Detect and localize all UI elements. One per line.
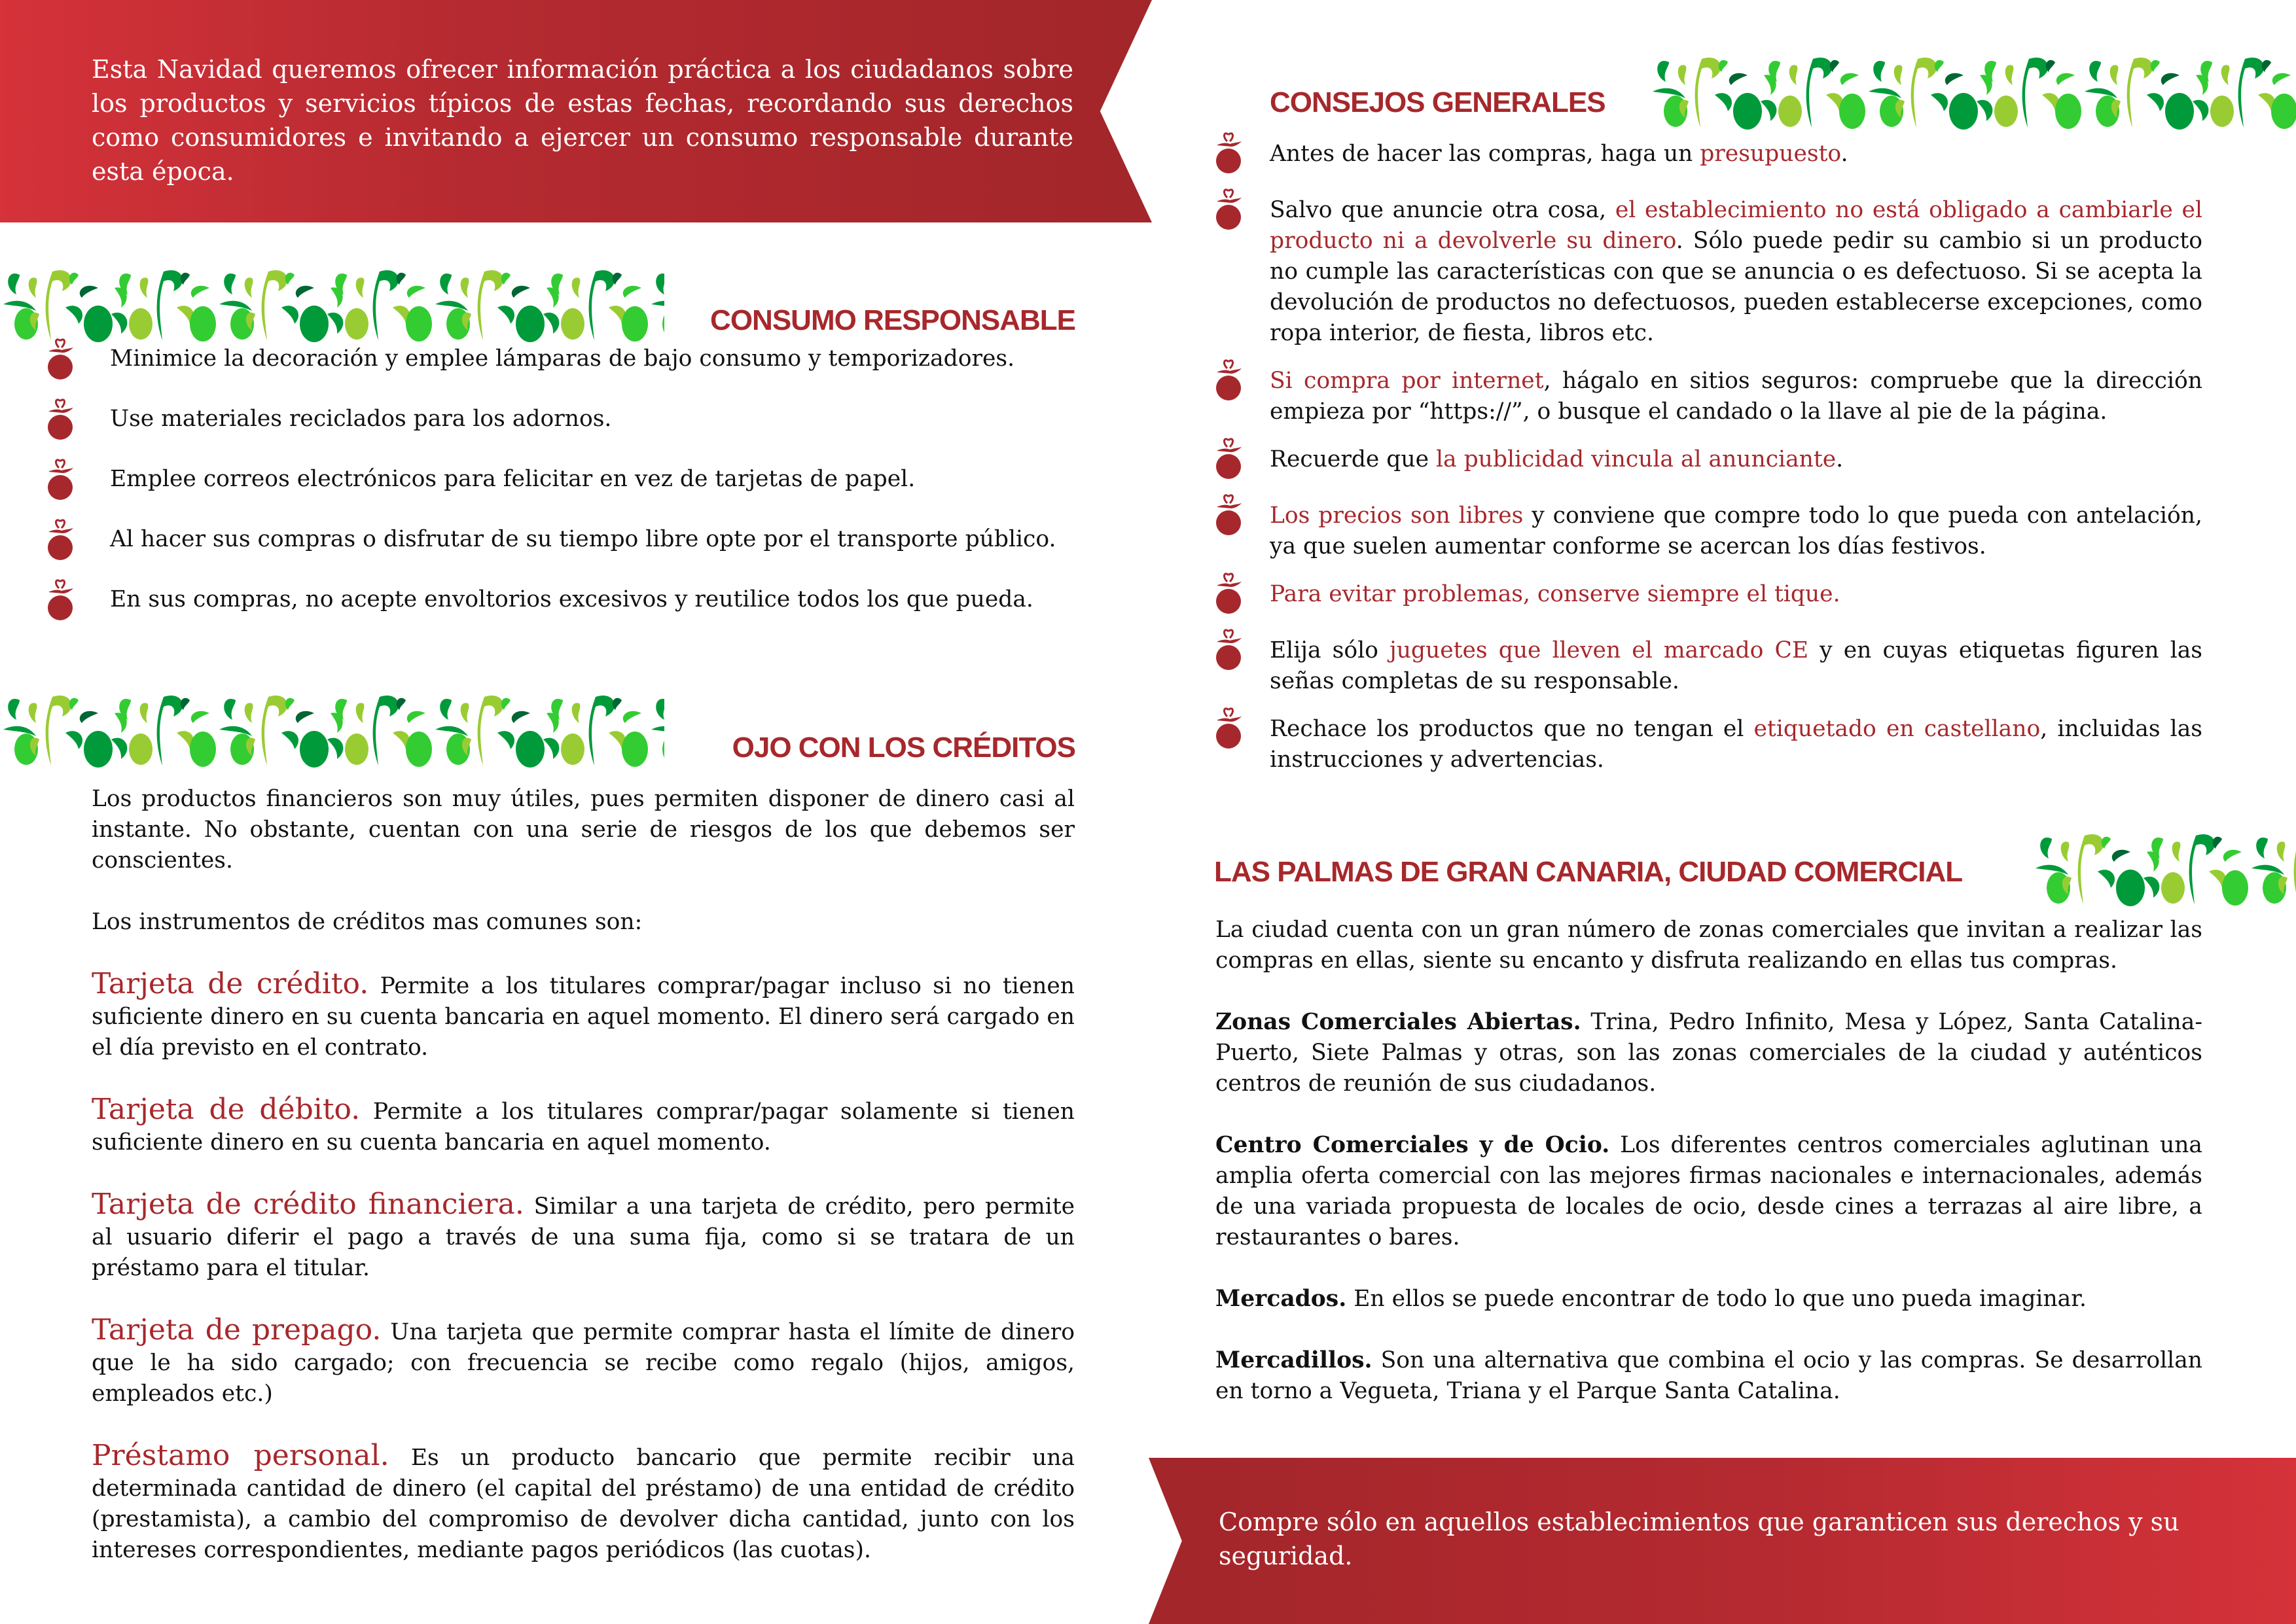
zone-term: Centro Comerciales y de Ocio. xyxy=(1215,1132,1610,1158)
list-item xyxy=(1214,139,2202,178)
credit-instrument xyxy=(92,1094,1075,1158)
list-item-text xyxy=(1270,635,2202,697)
creditos-list-intro: Los instrumentos de créditos mas comunes son: xyxy=(92,909,643,935)
consejos-list xyxy=(1214,139,2202,792)
list-item-text xyxy=(1270,579,2202,610)
item-text: Antes de hacer las compras, haga un xyxy=(1270,141,1700,167)
creditos-heading: OJO CON LOS CRÉDITOS xyxy=(732,732,1075,764)
list-item xyxy=(46,344,1093,404)
item-highlight: el establecimiento no está obligado a cambiarle el producto ni a devolverle su dinero xyxy=(1270,197,2202,254)
list-item-text: Use materiales reciclados para los adornos. xyxy=(110,406,612,432)
list-item-text: Minimice la decoración y emplee lámparas de bajo consumo y temporizadores. xyxy=(110,345,1015,372)
list-item xyxy=(1214,501,2202,562)
consumo-responsable-list xyxy=(46,344,1093,644)
green-garland-decoration xyxy=(2032,826,2296,911)
credit-instrument xyxy=(92,1189,1075,1284)
item-text: . Sólo puede pedir su cambio si un producto no cumple las características con que se anuncia o es defectuoso. Si se acepta la devolución de productos no defectuosos, pueden establecerse excepciones, como ropa interior, de fiesta, libros etc. xyxy=(1270,228,2202,346)
item-text: . xyxy=(1840,141,1848,167)
list-item-text xyxy=(1270,139,2202,169)
instrument-term: Tarjeta de crédito. xyxy=(92,967,369,1000)
list-item-text xyxy=(1270,501,2202,562)
green-garland-decoration xyxy=(0,262,664,347)
list-item xyxy=(46,584,1093,644)
green-garland-decoration xyxy=(1649,49,2296,134)
list-item xyxy=(1214,714,2202,775)
christmas-ornament-icon xyxy=(46,338,75,385)
list-item-text xyxy=(1270,195,2202,349)
commercial-zone xyxy=(1215,1284,2202,1315)
consumo-responsable-heading: CONSUMO RESPONSABLE xyxy=(710,304,1075,336)
item-highlight: Si compra por internet xyxy=(1270,368,1544,394)
instrument-description: Una tarjeta que permite comprar hasta el límite de dinero que le ha sido cargado; con frecuencia se recibe como regalo (hijos, amigos, empleados etc.) xyxy=(92,1319,1075,1407)
credit-instrument xyxy=(92,1315,1075,1409)
zone-description: Son una alternativa que combina el ocio y las compras. Se desarrollan en torno a Vegueta, Triana y el Parque Santa Catalina. xyxy=(1215,1347,2203,1404)
instrument-term: Tarjeta de prepago. xyxy=(92,1313,382,1347)
christmas-ornament-icon xyxy=(46,579,75,626)
list-item-text: Al hacer sus compras o disfrutar de su tiempo libre opte por el transporte público. xyxy=(110,526,1056,552)
creditos-intro: Los productos financieros son muy útiles, pues permiten disponer de dinero casi al instante. No obstante, cuentan con una serie de riesgos de los que debemos ser conscientes. xyxy=(92,786,1075,874)
item-text: Recuerde que xyxy=(1270,446,1436,472)
christmas-ornament-icon xyxy=(46,459,75,506)
christmas-ornament-icon xyxy=(1214,132,1243,179)
zone-description: Trina, Pedro Infinito, Mesa y López, Santa Catalina-Puerto, Siete Palmas y otras, son las zonas comerciales de la ciudad y auténticos centros de reunión de sus ciudadanos. xyxy=(1215,1009,2202,1097)
item-highlight: Para evitar problemas, conserve siempre el tique. xyxy=(1270,581,1840,607)
list-item xyxy=(46,524,1093,584)
christmas-ornament-icon xyxy=(1214,494,1243,541)
zone-description: Los diferentes centros comerciales aglutinan una amplia oferta comercial con las mejores firmas nacionales e internacionales, además de una variada propuesta de locales de ocio, desde cines a terrazas al aire libre, a restaurantes o bares. xyxy=(1215,1132,2202,1250)
list-item-text xyxy=(1270,366,2202,427)
instrument-description: Permite a los titulares comprar/pagar incluso si no tienen suficiente dinero en su cuenta bancaria en aquel momento. El dinero será cargado en el día previsto en el contrato. xyxy=(92,973,1075,1061)
ciudad-comercial-content xyxy=(1215,915,2202,1407)
item-text: y conviene que compre todo lo que pueda con antelación, ya que suelen aumentar conforme se acercan los días festivos. xyxy=(1270,503,2202,559)
zone-term: Mercados. xyxy=(1215,1286,1347,1312)
credit-instrument xyxy=(92,968,1075,1063)
credit-instrument xyxy=(92,1440,1075,1566)
list-item-text: En sus compras, no acepte envoltorios excesivos y reutilice todos los que pueda. xyxy=(110,586,1033,612)
christmas-ornament-icon xyxy=(1214,573,1243,620)
list-item-text: Emplee correos electrónicos para felicitar en vez de tarjetas de papel. xyxy=(110,466,916,492)
item-text: . xyxy=(1836,446,1844,472)
list-item-text xyxy=(1270,444,2202,475)
christmas-ornament-icon xyxy=(46,398,75,446)
item-highlight: la publicidad vincula al anunciante xyxy=(1436,446,1837,472)
ciudad-intro: La ciudad cuenta con un gran número de zonas comerciales que invitan a realizar las compras en ellas, siente su encanto y disfruta realizando en ellas tus compras. xyxy=(1215,917,2202,974)
item-highlight: Los precios son libres xyxy=(1270,503,1524,529)
instrument-term: Tarjeta de crédito financiera. xyxy=(92,1188,524,1221)
list-item xyxy=(1214,444,2202,484)
instrument-description: Es un producto bancario que permite recibir una determinada cantidad de dinero (el capital del préstamo) de una entidad de crédito (prestamista), a cambio del compromiso de devolver dicha cantidad, junto con los intereses correspondientes, mediante pagos periódicos (las cuotas). xyxy=(92,1445,1075,1563)
zone-description: En ellos se puede encontrar de todo lo que uno pueda imaginar. xyxy=(1354,1286,2087,1312)
list-item xyxy=(1214,635,2202,697)
outro-text: Compre sólo en aquellos establecimientos que garanticen sus derechos y su seguridad. xyxy=(1219,1508,2179,1570)
intro-text: Esta Navidad queremos ofrecer información práctica a los ciudadanos sobre los productos y servicios típicos de estas fechas, recordando sus derechos como consumidores e invitando a ejercer un consumo responsable durante esta época. xyxy=(92,55,1073,186)
ciudad-comercial-heading: LAS PALMAS DE GRAN CANARIA, CIUDAD COMERCIAL xyxy=(1214,856,1963,888)
commercial-zone xyxy=(1215,1345,2202,1407)
christmas-ornament-icon xyxy=(1214,438,1243,485)
item-text: Elija sólo xyxy=(1270,637,1390,663)
zone-term: Mercadillos. xyxy=(1215,1347,1372,1373)
instrument-term: Préstamo personal. xyxy=(92,1439,389,1472)
christmas-ornament-icon xyxy=(1214,629,1243,676)
zone-term: Zonas Comerciales Abiertas. xyxy=(1215,1009,1581,1035)
list-item xyxy=(46,404,1093,464)
green-garland-decoration xyxy=(0,687,664,772)
creditos-content xyxy=(92,784,1075,1566)
list-item-text xyxy=(1270,714,2202,775)
christmas-ornament-icon xyxy=(46,519,75,566)
commercial-zone xyxy=(1215,1007,2202,1099)
item-highlight: etiquetado en castellano xyxy=(1753,716,2041,742)
list-item xyxy=(1214,366,2202,427)
consejos-generales-heading: CONSEJOS GENERALES xyxy=(1270,86,1605,118)
christmas-ornament-icon xyxy=(1214,359,1243,406)
item-highlight: juguetes que lleven el marcado CE xyxy=(1390,637,1809,663)
instrument-description: Similar a una tarjeta de crédito, pero permite al usuario diferir el pago a través de una suma fija, como si se tratara de un préstamo para el titular. xyxy=(92,1193,1075,1281)
instrument-description: Permite a los titulares comprar/pagar solamente si tienen suficiente dinero en su cuenta bancaria en aquel momento. xyxy=(92,1099,1075,1156)
christmas-ornament-icon xyxy=(1214,707,1243,754)
christmas-ornament-icon xyxy=(1214,188,1243,236)
list-item xyxy=(1214,579,2202,618)
item-text: , hágalo en sitios seguros: compruebe que la dirección empieza por “https://”, o busque el candado o la llave al pie de la página. xyxy=(1270,368,2202,425)
list-item xyxy=(46,464,1093,524)
item-text: Salvo que anuncie otra cosa, xyxy=(1270,197,1615,223)
item-text: y en cuyas etiquetas figuren las señas completas de su responsable. xyxy=(1270,637,2203,694)
instrument-term: Tarjeta de débito. xyxy=(92,1093,361,1126)
item-text: , incluidas las instrucciones y advertencias. xyxy=(1270,716,2202,773)
list-item xyxy=(1214,195,2202,349)
item-highlight: presupuesto xyxy=(1700,141,1841,167)
item-text: Rechace los productos que no tengan el xyxy=(1270,716,1754,742)
commercial-zone xyxy=(1215,1130,2202,1253)
